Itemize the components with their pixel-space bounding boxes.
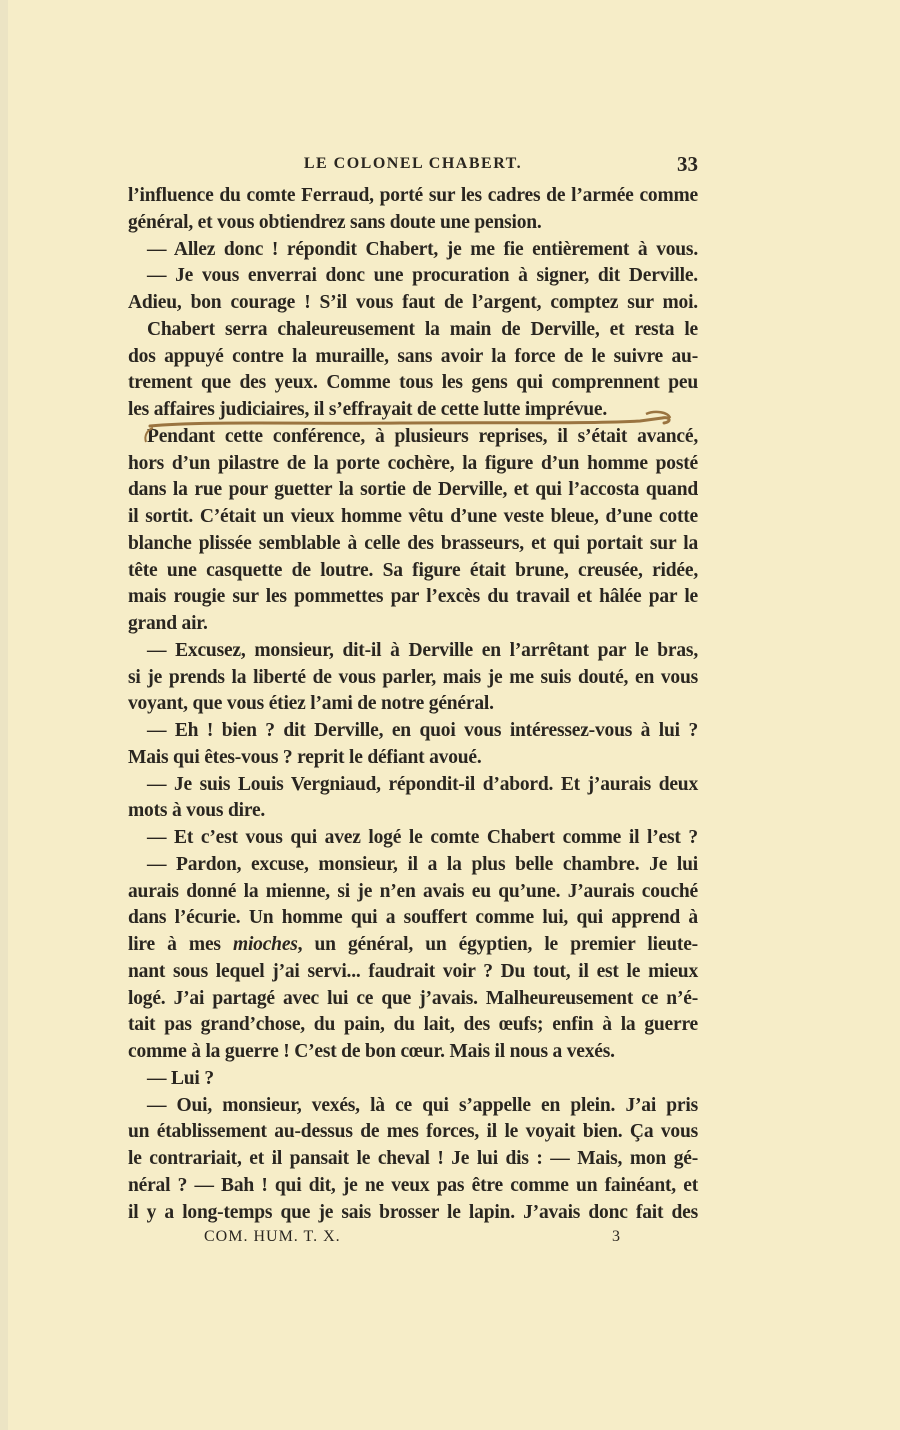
text-line xyxy=(128,932,698,959)
text-line: — Eh ! bien ? dit Derville, en quoi vous intéressez-vous à lui ? xyxy=(147,720,698,741)
text-line: — Excusez, monsieur, dit-il à Derville en l’arrêtant par le bras, xyxy=(147,639,698,661)
text-line: tête une casquette de loutre. Sa figure était brune, creusée, ridée, xyxy=(128,559,698,581)
text-line: voyant, que vous étiez l’ami de notre général. xyxy=(128,693,494,715)
text-line: un établissement au-dessus de mes forces, il le voyait bien. Ça vous xyxy=(128,1121,698,1143)
page-edge xyxy=(0,0,8,1430)
text-line: logé. J’ai partagé avec lui ce que j’avais. Malheureusement ce n’é- xyxy=(128,987,698,1009)
text-line: général, et vous obtiendrez sans doute une pension. xyxy=(128,211,542,233)
text-line: comme à la guerre ! C’est de bon cœur. Mais il nous a vexés. xyxy=(128,1041,615,1062)
text-line: il sortit. C’était un vieux homme vêtu d’une veste bleue, d’une cotte xyxy=(128,506,698,527)
text-line: néral ? — Bah ! qui dit, je ne veux pas être comme un fainéant, et xyxy=(128,1174,698,1196)
text-line: tait pas grand’chose, du pain, du lait, des œufs; enfin à la guerre xyxy=(128,1014,698,1036)
text-line: — Pardon, excuse, monsieur, il a la plus belle chambre. Je lui xyxy=(147,853,698,875)
text-line: Pendant cette conférence, à plusieurs reprises, il s’était avancé, xyxy=(147,425,698,447)
text-line: hors d’un pilastre de la porte cochère, la figure d’un homme posté xyxy=(128,452,698,474)
signature-mark: COM. HUM. T. X. xyxy=(204,1228,341,1245)
text-line: dans l’écurie. Un homme qui a souffert comme lui, qui apprend à xyxy=(128,907,698,929)
text-line: mots à vous dire. xyxy=(128,800,266,822)
text-line: le contrariait, et il pansait le cheval ! Je lui dis : — Mais, mon gé- xyxy=(128,1148,698,1169)
text-line: — Je vous enverrai donc une procuration à signer, dit Derville. xyxy=(147,265,698,287)
text-segment: lire à mes xyxy=(128,934,233,955)
sheet-number: 3 xyxy=(612,1228,621,1245)
text-line: il y a long-temps que je sais brosser le lapin. J’avais donc fait des xyxy=(128,1201,698,1223)
text-line: les affaires judiciaires, il s’effrayait de cette lutte imprévue. xyxy=(128,399,608,420)
text-line: nant sous lequel j’ai servi... faudrait voir ? Du tout, il est le mieux xyxy=(128,960,698,982)
text-line: dos appuyé contre la muraille, sans avoir la force de le suivre au- xyxy=(128,345,698,367)
text-line: — Et c’est vous qui avez logé le comte Chabert comme il l’est ? xyxy=(147,827,698,848)
text-line: grand air. xyxy=(128,613,208,634)
text-line: — Oui, monsieur, vexés, là ce qui s’appelle en plein. J’ai pris xyxy=(147,1094,698,1116)
text-line: — Je suis Louis Vergniaud, répondit-il d’abord. Et j’aurais deux xyxy=(147,773,698,795)
text-line: mais rougie sur les pommettes par l’excès du travail et hâlée par le xyxy=(128,586,698,608)
text-line: blanche plissée semblable à celle des brasseurs, et qui portait sur la xyxy=(128,532,698,554)
running-title: LE COLONEL CHABERT. xyxy=(303,155,523,172)
text-line: aurais donné la mienne, si je n’en avais eu qu’une. J’aurais couché xyxy=(128,880,698,902)
text-line: trement que des yeux. Comme tous les gens qui comprennent peu xyxy=(128,372,698,394)
italic-word: mioches xyxy=(232,934,298,955)
page-body-text xyxy=(128,183,698,1226)
text-line: Mais qui êtes-vous ? reprit le défiant avoué. xyxy=(128,746,482,768)
text-line: si je prends la liberté de vous parler, mais je me suis douté, en vous xyxy=(128,666,698,688)
text-line: l’influence du comte Ferraud, porté sur les cadres de l’armée comme xyxy=(128,185,698,206)
text-line: Adieu, bon courage ! S’il vous faut de l’argent, comptez sur moi. xyxy=(128,292,698,313)
running-header xyxy=(128,152,698,178)
text-line: — Allez donc ! répondit Chabert, je me fie entièrement à vous. xyxy=(147,238,698,260)
page-footer xyxy=(128,1228,698,1252)
text-segment: , un général, un égyptien, le premier lieute- xyxy=(297,934,698,955)
text-line: Chabert serra chaleureusement la main de Derville, et resta le xyxy=(147,318,698,340)
page-number: 33 xyxy=(677,152,698,176)
text-line: — Lui ? xyxy=(147,1067,214,1089)
text-line: dans la rue pour guetter la sortie de Derville, et qui l’accosta quand xyxy=(128,479,698,501)
